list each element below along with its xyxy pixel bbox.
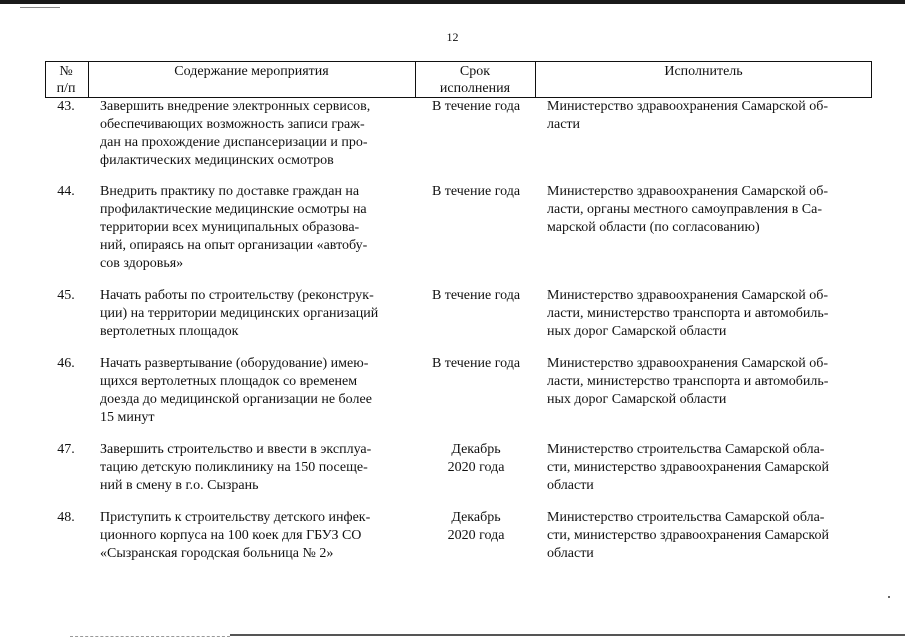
text-line: Исполнитель — [664, 64, 743, 79]
row-executor — [547, 287, 866, 341]
row-number: 46. — [57, 356, 75, 371]
text-line: сти, министерство здравоохранения Самарской — [547, 460, 830, 475]
bottom-scan-mark — [70, 636, 230, 638]
text-line: 15 минут — [100, 410, 155, 425]
row-deadline — [422, 98, 530, 116]
text-line: В течение года — [431, 99, 521, 114]
row-executor — [547, 441, 866, 495]
row-number: 45. — [57, 288, 75, 303]
text-line: Начать работы по строительству (реконструк- — [100, 288, 374, 303]
text-line: ласти, министерство транспорта и автомобиль- — [547, 374, 829, 389]
top-border-rule — [0, 0, 905, 4]
text-line: ний, опираясь на опыт организации «автобу- — [100, 238, 368, 253]
row-task — [100, 509, 405, 563]
row-number: 44. — [57, 184, 75, 199]
row-deadline — [422, 355, 530, 373]
text-line: Министерство строительства Самарской обла- — [547, 510, 825, 525]
text-line: Начать развертывание (оборудование) имею- — [100, 356, 369, 371]
text-line: Содержание мероприятия — [174, 64, 329, 79]
row-task — [100, 441, 405, 495]
text-line: вертолетных площадок — [100, 324, 239, 339]
text-line: сти, министерство здравоохранения Самарской — [547, 528, 830, 543]
header-executor — [535, 63, 872, 80]
header-task — [88, 63, 415, 80]
header-num — [45, 63, 87, 97]
text-line: В течение года — [431, 184, 521, 199]
text-line: территории всех муниципальных образова- — [100, 220, 360, 235]
row-executor — [547, 98, 866, 134]
text-line: ных дорог Самарской области — [547, 392, 727, 407]
row-executor — [547, 509, 866, 563]
top-scan-mark — [20, 7, 60, 8]
row-executor — [547, 183, 866, 237]
bottom-border-rule — [230, 634, 905, 636]
scan-speck — [888, 596, 890, 598]
text-line: ласти, органы местного самоуправления в Са- — [547, 202, 823, 217]
text-line: Министерство здравоохранения Самарской об- — [547, 99, 829, 114]
text-line: дан на прохождение диспансеризации и про- — [100, 135, 368, 150]
text-line: профилактические медицинские осмотры на — [100, 202, 367, 217]
header-deadline — [415, 63, 535, 97]
text-line: ции) на территории медицинских организаций — [100, 306, 379, 321]
text-line: Срок — [459, 64, 491, 79]
text-line: ных дорог Самарской области — [547, 324, 727, 339]
text-line: Министерство здравоохранения Самарской об- — [547, 184, 829, 199]
text-line: «Сызранская городская больница № 2» — [100, 546, 334, 561]
row-deadline — [422, 441, 530, 477]
text-line: сов здоровья» — [100, 256, 184, 271]
text-line: ний в смену в г.о. Сызрань — [100, 478, 259, 493]
text-line: области — [547, 546, 594, 561]
row-executor — [547, 355, 866, 409]
text-line: доезда до медицинской организации не более — [100, 392, 372, 407]
text-line: 2020 года — [447, 460, 505, 475]
row-number: 48. — [57, 510, 75, 525]
text-line: марской области (по согласованию) — [547, 220, 760, 235]
text-line: ласти — [547, 117, 581, 132]
text-line: ционного корпуса на 100 коек для ГБУЗ СО — [100, 528, 362, 543]
text-line: Декабрь — [451, 510, 501, 525]
text-line: Внедрить практику по доставке граждан на — [100, 184, 360, 199]
row-deadline — [422, 287, 530, 305]
text-line: Министерство здравоохранения Самарской об- — [547, 356, 829, 371]
header-top-border — [45, 61, 872, 62]
row-deadline — [422, 183, 530, 201]
text-line: исполнения — [439, 81, 511, 96]
text-line: Приступить к строительству детского инфек- — [100, 510, 371, 525]
row-task — [100, 98, 405, 170]
text-line: п/п — [56, 81, 76, 96]
text-line: В течение года — [431, 288, 521, 303]
row-task — [100, 287, 405, 341]
row-deadline — [422, 509, 530, 545]
text-line: обеспечивающих возможность записи граж- — [100, 117, 365, 132]
text-line: № — [59, 64, 73, 79]
text-line: тацию детскую поликлинику на 150 посеще- — [100, 460, 368, 475]
text-line: Декабрь — [451, 442, 501, 457]
row-number: 43. — [57, 99, 75, 114]
text-line: щихся вертолетных площадок со временем — [100, 374, 358, 389]
text-line: Министерство строительства Самарской обла- — [547, 442, 825, 457]
text-line: 2020 года — [447, 528, 505, 543]
row-number: 47. — [57, 442, 75, 457]
text-line: филактических медицинских осмотров — [100, 153, 334, 168]
row-task — [100, 183, 405, 273]
text-line: Министерство здравоохранения Самарской об- — [547, 288, 829, 303]
text-line: Завершить внедрение электронных сервисов, — [100, 99, 371, 114]
text-line: ласти, министерство транспорта и автомобиль- — [547, 306, 829, 321]
row-task — [100, 355, 405, 427]
page-number: 12 — [446, 30, 459, 44]
text-line: В течение года — [431, 356, 521, 371]
table-header — [0, 61, 905, 98]
text-line: области — [547, 478, 594, 493]
text-line: Завершить строительство и ввести в эксплуа- — [100, 442, 372, 457]
